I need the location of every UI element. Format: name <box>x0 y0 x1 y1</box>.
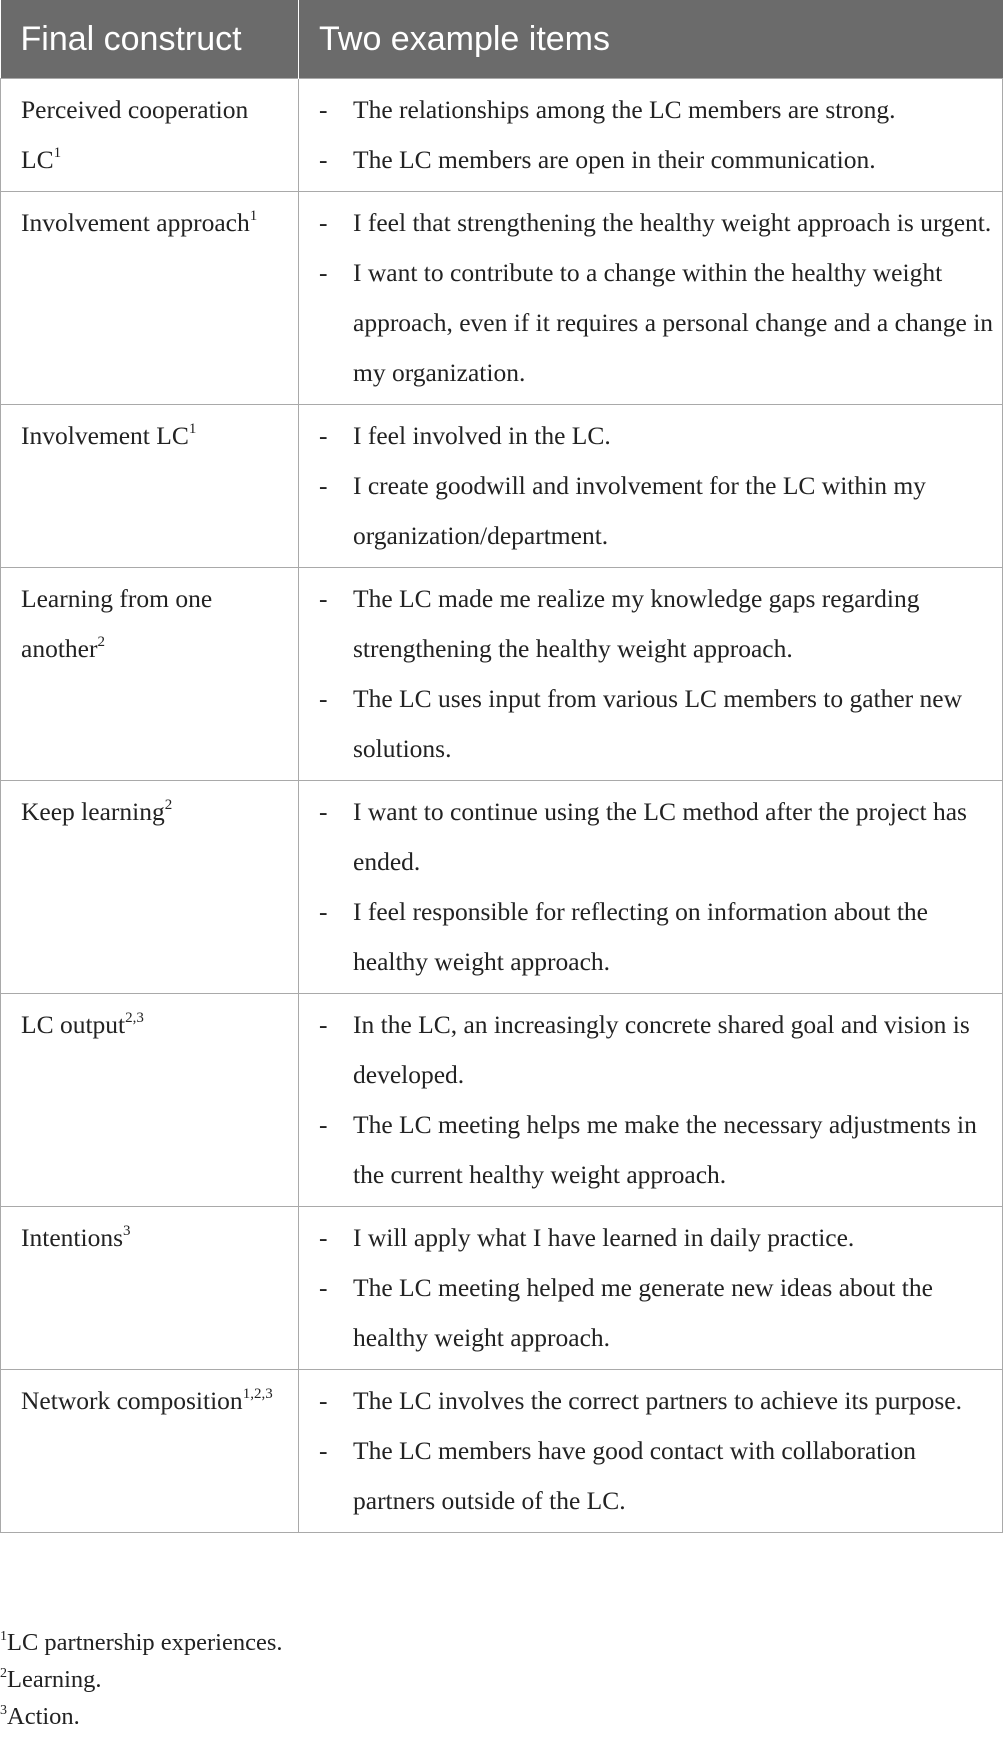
example-items-cell <box>299 1370 1003 1533</box>
example-item-text: The LC uses input from various LC members to gather new solutions. <box>353 684 963 763</box>
bullet-dash: - <box>319 1436 328 1465</box>
example-item <box>319 787 994 887</box>
example-item <box>319 248 994 398</box>
bullet-dash: - <box>319 1273 328 1302</box>
construct-name: Involvement approach <box>21 208 250 237</box>
example-items-cell <box>299 568 1003 781</box>
bullet-dash: - <box>319 258 328 287</box>
bullet-dash: - <box>319 145 328 174</box>
construct-name: Intentions <box>21 1223 123 1252</box>
construct-cell <box>1 405 299 568</box>
footnote-text: Action. <box>7 1703 80 1730</box>
construct-footnote-mark: 2 <box>97 633 105 650</box>
construct-cell <box>1 994 299 1207</box>
table-body <box>1 79 1003 1533</box>
footnote-mark: 3 <box>0 1702 7 1718</box>
example-item-text: I feel involved in the LC. <box>353 421 611 450</box>
example-item <box>319 198 994 248</box>
table-row <box>1 568 1003 781</box>
bullet-dash: - <box>319 684 328 713</box>
example-item <box>319 674 994 774</box>
table-row <box>1 994 1003 1207</box>
construct-footnote-mark: 2,3 <box>125 1009 144 1026</box>
table-row <box>1 781 1003 994</box>
construct-name: Learning from one another <box>21 584 213 663</box>
example-items-cell <box>299 781 1003 994</box>
footnote-mark: 1 <box>0 1628 7 1644</box>
footnote-text: LC partnership experiences. <box>7 1629 283 1656</box>
example-item-text: In the LC, an increasingly concrete shared goal and vision is developed. <box>353 1010 970 1089</box>
bullet-dash: - <box>319 471 328 500</box>
construct-cell <box>1 781 299 994</box>
example-item-text: The LC members have good contact with collaboration partners outside of the LC. <box>353 1436 916 1515</box>
construct-cell <box>1 1207 299 1370</box>
example-item <box>319 1263 994 1363</box>
example-item-text: The LC members are open in their communication. <box>353 145 876 174</box>
table-row <box>1 192 1003 405</box>
example-items-cell <box>299 79 1003 192</box>
construct-footnote-mark: 1,2,3 <box>242 1385 273 1402</box>
example-items-cell <box>299 405 1003 568</box>
table-row <box>1 79 1003 192</box>
footnotes <box>0 1624 283 1735</box>
example-items-cell <box>299 192 1003 405</box>
footnote <box>0 1698 283 1735</box>
example-item <box>319 411 994 461</box>
example-item-text: The LC meeting helped me generate new ideas about the healthy weight approach. <box>353 1273 933 1352</box>
header-example-items: Two example items <box>299 0 1003 79</box>
construct-cell <box>1 79 299 192</box>
example-item-text: I want to contribute to a change within the healthy weight approach, even if it requires a personal change and a change in my organization. <box>353 258 994 387</box>
bullet-dash: - <box>319 421 328 450</box>
example-item-text: I will apply what I have learned in daily practice. <box>353 1223 855 1252</box>
example-item <box>319 1213 994 1263</box>
example-item <box>319 1000 994 1100</box>
construct-footnote-mark: 3 <box>123 1222 131 1239</box>
bullet-dash: - <box>319 208 328 237</box>
example-item-text: The LC involves the correct partners to achieve its purpose. <box>353 1386 962 1415</box>
construct-name: Perceived cooperation LC <box>21 95 249 174</box>
footnote-text: Learning. <box>7 1666 102 1693</box>
bullet-dash: - <box>319 95 328 124</box>
bullet-dash: - <box>319 1386 328 1415</box>
table-row <box>1 1207 1003 1370</box>
bullet-dash: - <box>319 897 328 926</box>
construct-footnote-mark: 1 <box>188 420 197 437</box>
example-item <box>319 574 994 674</box>
example-item-text: I create goodwill and involvement for the LC within my organization/department. <box>353 471 926 550</box>
construct-cell <box>1 1370 299 1533</box>
construct-name: Network composition <box>21 1386 243 1415</box>
example-item-text: I want to continue using the LC method after the project has ended. <box>353 797 967 876</box>
example-item-text: The LC meeting helps me make the necessary adjustments in the current healthy weight approach. <box>353 1110 977 1189</box>
example-item-text: The relationships among the LC members are strong. <box>353 95 896 124</box>
example-item-text: I feel that strengthening the healthy weight approach is urgent. <box>353 208 992 237</box>
table-row <box>1 1370 1003 1533</box>
construct-footnote-mark: 2 <box>164 796 173 813</box>
example-item-text: The LC made me realize my knowledge gaps regarding strengthening the healthy weight approach. <box>353 584 920 663</box>
construct-footnote-mark: 1 <box>249 207 258 224</box>
example-item <box>319 461 994 561</box>
footnote <box>0 1624 283 1661</box>
construct-name: LC output <box>21 1010 126 1039</box>
example-item <box>319 1426 994 1526</box>
construct-cell <box>1 568 299 781</box>
bullet-dash: - <box>319 584 328 613</box>
bullet-dash: - <box>319 797 328 826</box>
header-row <box>1 0 1003 79</box>
construct-cell <box>1 192 299 405</box>
construct-name: Involvement LC <box>21 421 189 450</box>
bullet-dash: - <box>319 1223 328 1252</box>
footnote-mark: 2 <box>0 1665 7 1681</box>
example-item <box>319 135 994 185</box>
example-item <box>319 1376 994 1426</box>
table-row <box>1 405 1003 568</box>
example-item <box>319 1100 994 1200</box>
example-item <box>319 887 994 987</box>
example-item-text: I feel responsible for reflecting on information about the healthy weight approach. <box>353 897 928 976</box>
example-items-cell <box>299 994 1003 1207</box>
bullet-dash: - <box>319 1010 328 1039</box>
header-final-construct: Final construct <box>1 0 299 79</box>
footnote <box>0 1661 283 1698</box>
example-items-cell <box>299 1207 1003 1370</box>
construct-footnote-mark: 1 <box>53 144 62 161</box>
example-item <box>319 85 994 135</box>
bullet-dash: - <box>319 1110 328 1139</box>
construct-name: Keep learning <box>21 797 165 826</box>
